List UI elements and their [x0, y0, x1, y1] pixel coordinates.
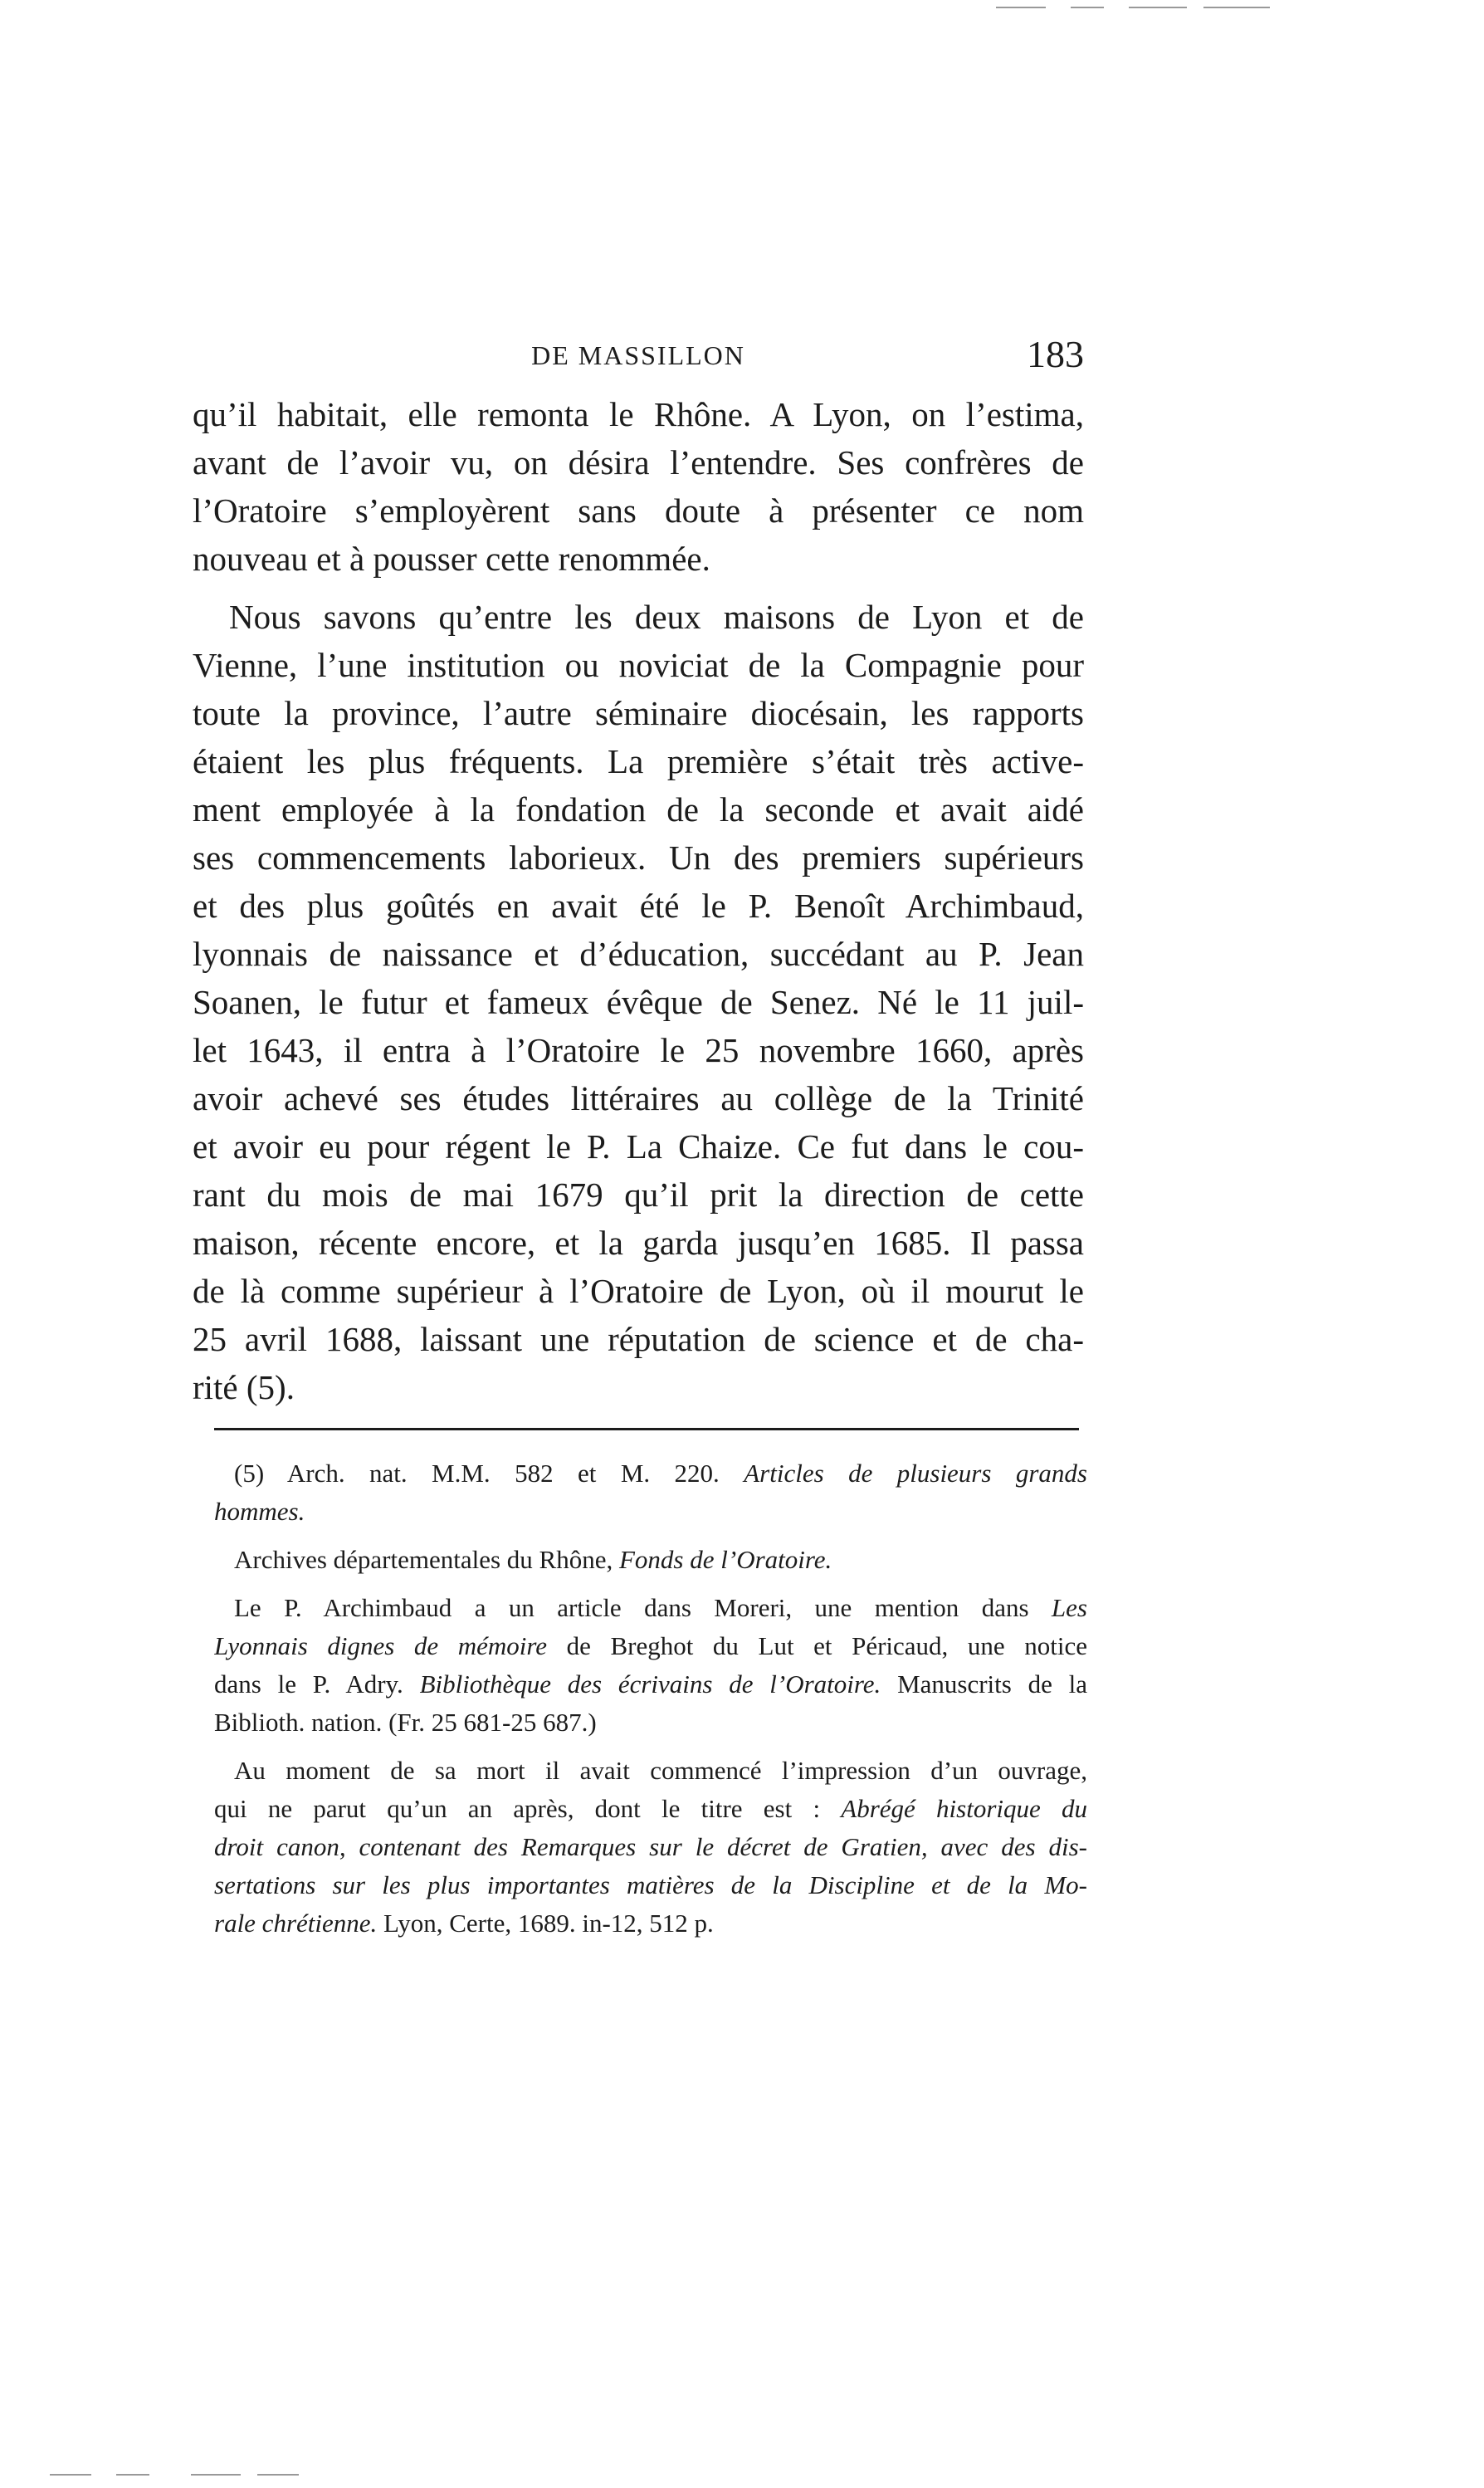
- footnote-line: Lyonnais dignes de mémoire de Breghot du Lut et Péricaud, une notice: [214, 1631, 1087, 1660]
- footnote-line: Biblioth. nation. (Fr. 25 681-25 687.): [214, 1708, 597, 1737]
- text-line: toute la province, l’autre séminaire diocésain, les rapports: [193, 694, 1084, 732]
- scan-edge-mark: [50, 2474, 91, 2476]
- text-line: lyonnais de naissance et d’éducation, succédant au P. Jean: [193, 935, 1084, 973]
- text-line: et avoir eu pour régent le P. La Chaize. Ce fut dans le cou-: [193, 1127, 1084, 1166]
- text-line: rant du mois de mai 1679 qu’il prit la direction de cette: [193, 1176, 1084, 1214]
- scan-edge-mark: [996, 7, 1046, 8]
- text-line: Vienne, l’une institution ou noviciat de la Compagnie pour: [193, 646, 1084, 684]
- text-line: nouveau et à pousser cette renommée.: [193, 540, 710, 578]
- footnote-line: Au moment de sa mort il avait commencé l’impression d’un ouvrage,: [234, 1756, 1087, 1785]
- text-line: Soanen, le futur et fameux évêque de Senez. Né le 11 juil-: [193, 983, 1084, 1021]
- scan-edge-mark: [257, 2474, 299, 2476]
- text-line: rité (5).: [193, 1368, 295, 1406]
- footnote-line: Le P. Archimbaud a un article dans Moreri, une mention dans Les: [234, 1593, 1087, 1622]
- body-text: [193, 390, 1084, 1411]
- scan-edge-mark: [191, 2474, 241, 2476]
- footnote-line: rale chrétienne. Lyon, Certe, 1689. in-12, 512 p.: [214, 1909, 714, 1938]
- scan-edge-mark: [1203, 7, 1270, 8]
- text-line: ses commencements laborieux. Un des premiers supérieurs: [193, 838, 1084, 877]
- text-line: 25 avril 1688, laissant une réputation de science et de cha-: [193, 1320, 1084, 1358]
- text-line: Nous savons qu’entre les deux maisons de Lyon et de: [229, 598, 1084, 636]
- page-number: 183: [1027, 333, 1084, 375]
- text-line: maison, récente encore, et la garda jusqu’en 1685. Il passa: [193, 1224, 1084, 1262]
- footnote-rule: [214, 1428, 1079, 1430]
- text-line: l’Oratoire s’employèrent sans doute à présenter ce nom: [193, 491, 1084, 530]
- scan-edge-mark: [1129, 7, 1187, 8]
- scan-edge-mark: [116, 2474, 149, 2476]
- text-line: avant de l’avoir vu, on désira l’entendre. Ses confrères de: [193, 443, 1084, 481]
- text-line: et des plus goûtés en avait été le P. Benoît Archimbaud,: [193, 887, 1084, 925]
- footnote-line: sertations sur les plus importantes matières de la Discipline et de la Mo-: [214, 1870, 1087, 1899]
- text-line: qu’il habitait, elle remonta le Rhône. A Lyon, on l’estima,: [193, 395, 1084, 433]
- running-head: [193, 332, 1084, 382]
- footnote-line: hommes.: [214, 1497, 305, 1526]
- text-line: avoir achevé ses études littéraires au collège de la Trinité: [193, 1079, 1084, 1117]
- footnotes: [214, 1454, 1087, 1943]
- text-line: de là comme supérieur à l’Oratoire de Lyon, où il mourut le: [193, 1272, 1084, 1310]
- text-line: let 1643, il entra à l’Oratoire le 25 novembre 1660, après: [193, 1031, 1084, 1069]
- footnote-line: droit canon, contenant des Remarques sur le décret de Gratien, avec des dis-: [214, 1832, 1087, 1861]
- footnote-line: (5) Arch. nat. M.M. 582 et M. 220. Articles de plusieurs grands: [234, 1459, 1087, 1488]
- footnote-line: Archives départementales du Rhône, Fonds de l’Oratoire.: [234, 1545, 832, 1574]
- footnote-line: dans le P. Adry. Bibliothèque des écrivains de l’Oratoire. Manuscrits de la: [214, 1669, 1087, 1699]
- running-title: DE MASSILLON: [531, 340, 745, 370]
- text-line: ment employée à la fondation de la seconde et avait aidé: [193, 790, 1084, 829]
- text-line: étaient les plus fréquents. La première s’était très active-: [193, 742, 1084, 780]
- footnote-line: qui ne parut qu’un an après, dont le titre est : Abrégé historique du: [214, 1794, 1087, 1823]
- scan-edge-mark: [1071, 7, 1104, 8]
